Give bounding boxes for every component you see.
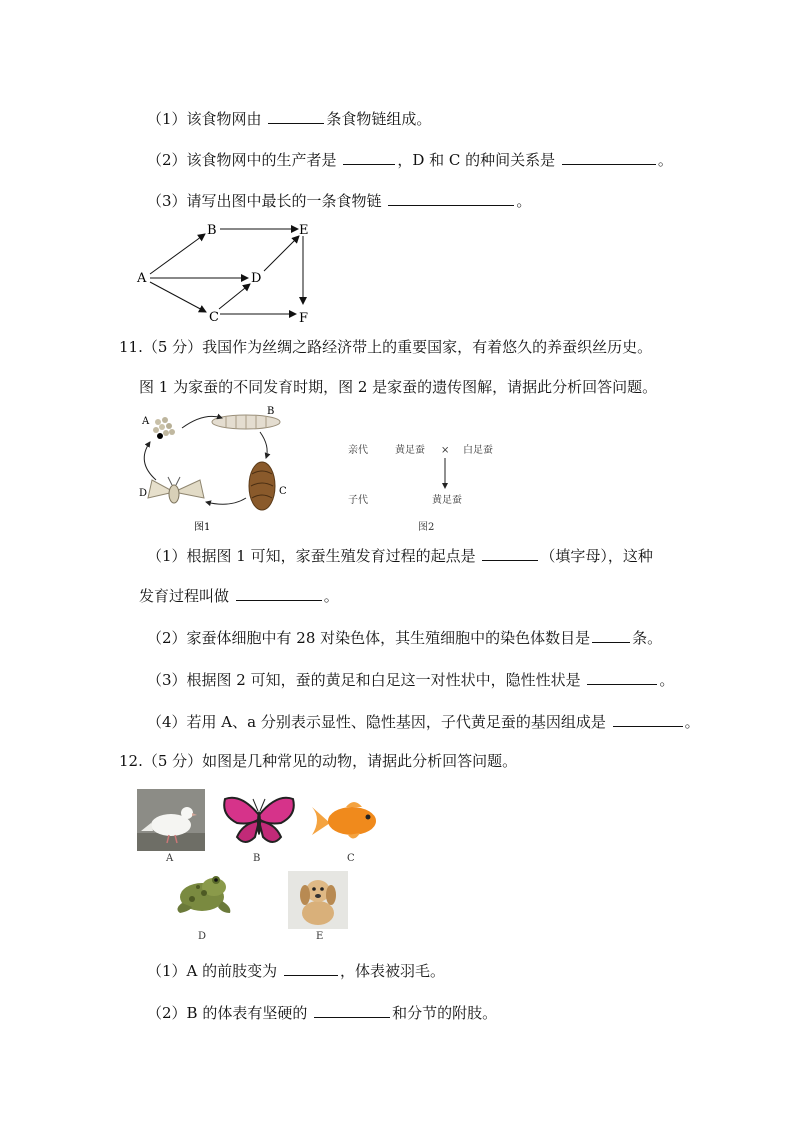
answer-blank[interactable] [268, 108, 324, 124]
answer-blank[interactable] [314, 1002, 390, 1018]
animal-label-a: A [166, 853, 174, 864]
q10-sub1: （1）该食物网由 条食物链组成。 [147, 110, 432, 128]
butterfly-image [221, 793, 297, 849]
fig1-caption: 图1 [194, 522, 211, 533]
goldfish-image [308, 797, 384, 843]
arrow-a-c [150, 282, 206, 312]
answer-blank[interactable] [388, 190, 514, 206]
puppy-image [288, 871, 348, 929]
q11-intro: 图 1 为家蚕的不同发育时期，图 2 是家蚕的遗传图解，请据此分析回答问题。 [139, 378, 658, 396]
offspring-yellow-foot: 黄足蚕 [432, 495, 462, 506]
q11-sub4: （4）若用 A、a 分别表示显性、隐性基因，子代黄足蚕的基因组成是 。 [147, 713, 700, 731]
parent-yellow-foot: 黄足蚕 [395, 445, 425, 456]
fig2-caption: 图2 [418, 522, 435, 533]
fig1-label-b: B [267, 406, 275, 417]
silkworm-lifecycle-figure [134, 402, 310, 534]
animal-label-c: C [347, 853, 355, 864]
arrow-a-b [150, 234, 205, 274]
node-a: A [137, 271, 147, 286]
food-web-diagram [130, 218, 330, 326]
silkworm-moth-icon [148, 477, 204, 503]
answer-blank[interactable] [284, 960, 338, 976]
silkworm-pupa-icon [249, 462, 275, 510]
answer-blank[interactable] [613, 711, 683, 727]
animal-label-e: E [316, 931, 324, 942]
q12-title: 12.（5 分）如图是几种常见的动物，请据此分析回答问题。 [119, 752, 518, 770]
node-c: C [209, 310, 219, 325]
q11-sub2: （2）家蚕体细胞中有 28 对染色体，其生殖细胞中的染色体数目是 条。 [147, 629, 663, 647]
node-b: B [207, 223, 217, 238]
genetic-cross-figure [340, 436, 510, 534]
q10-sub3: （3）请写出图中最长的一条食物链 。 [147, 192, 532, 210]
q11-sub1-cont: 发育过程叫做 。 [139, 587, 339, 605]
fig1-label-c: C [279, 486, 287, 497]
parent-white-foot: 白足蚕 [463, 445, 493, 456]
node-f: F [299, 311, 309, 326]
offspring-generation-label: 子代 [348, 495, 368, 506]
q11-title: 11.（5 分）我国作为丝绸之路经济带上的重要国家，有着悠久的养蚕织丝历史。 [119, 338, 653, 356]
cross-symbol: × [441, 445, 450, 456]
node-d: D [251, 271, 262, 286]
animal-label-b: B [253, 853, 261, 864]
q12-sub2: （2）B 的体表有坚硬的 和分节的附肢。 [147, 1004, 498, 1022]
answer-blank[interactable] [562, 149, 656, 165]
q11-sub3: （3）根据图 2 可知，蚕的黄足和白足这一对性状中，隐性性状是 。 [147, 671, 675, 689]
answer-blank[interactable] [236, 585, 322, 601]
answer-blank[interactable] [592, 627, 630, 643]
frog-image [170, 867, 236, 919]
arrow-c-d [219, 284, 250, 309]
answer-blank[interactable] [343, 149, 395, 165]
fig1-label-d: D [139, 488, 148, 499]
fig1-label-a: A [142, 416, 150, 427]
arrow-d-e [264, 236, 299, 271]
node-e: E [299, 223, 309, 238]
answer-blank[interactable] [587, 669, 657, 685]
parent-generation-label: 亲代 [348, 445, 368, 456]
animal-label-d: D [198, 931, 207, 942]
q12-sub1: （1）A 的前肢变为 ，体表被羽毛。 [147, 962, 445, 980]
q10-sub2: （2）该食物网中的生产者是 ，D 和 C 的种间关系是 。 [147, 151, 673, 169]
silkworm-larva-icon [212, 415, 280, 429]
silkworm-eggs-icon [153, 417, 175, 439]
q11-sub1: （1）根据图 1 可知，家蚕生殖发育过程的起点是 （填字母），这种 [147, 547, 653, 565]
pigeon-image [137, 789, 205, 851]
answer-blank[interactable] [482, 545, 538, 561]
